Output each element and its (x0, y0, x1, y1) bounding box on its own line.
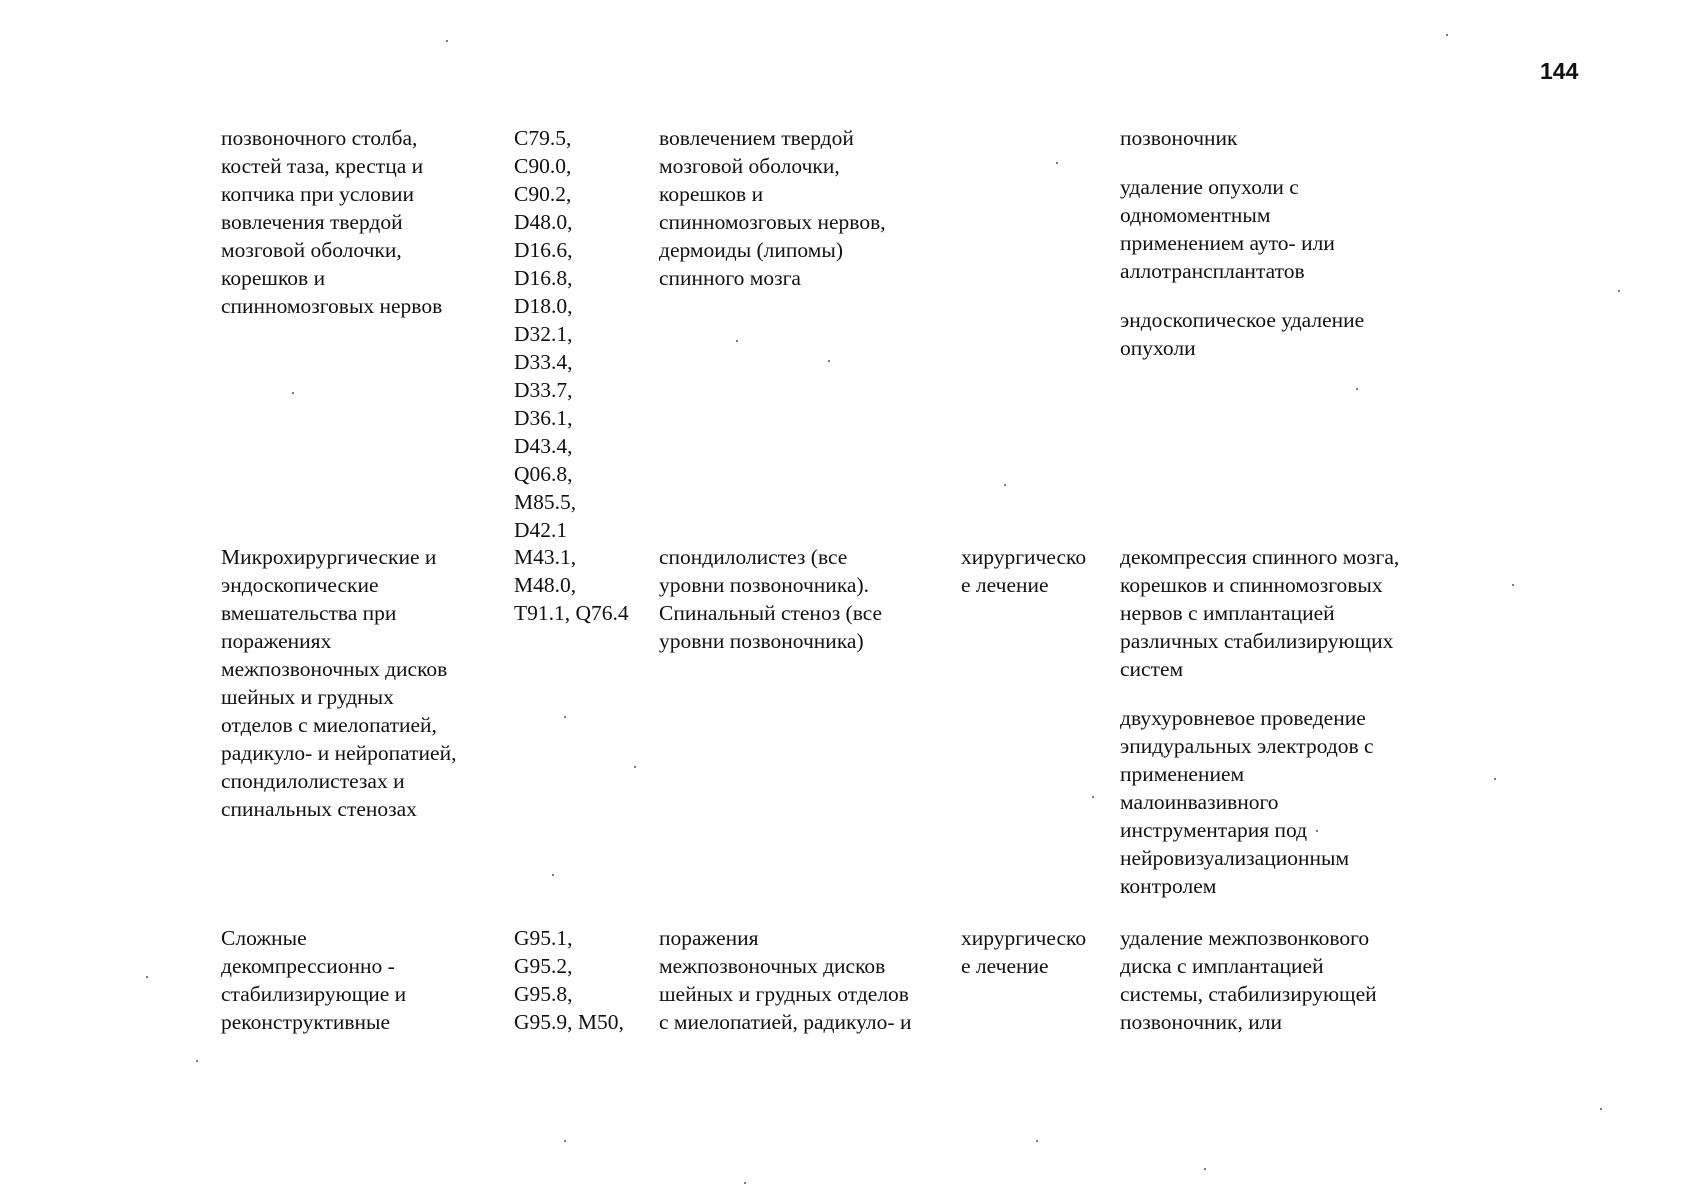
treatment-type-cell (961, 543, 1121, 599)
scan-speck (1600, 1108, 1602, 1110)
method-entry (1120, 704, 1460, 900)
cell-line: уровни позвоночника). (659, 573, 870, 597)
cell-line: D48.0, (514, 210, 573, 234)
method-entry (1120, 306, 1460, 362)
treatment-method-cell (1120, 543, 1460, 900)
scan-speck (1092, 796, 1094, 798)
cell-line: хирургическо (961, 545, 1087, 569)
cell-line: декомпрессия спинного мозга, (1120, 545, 1400, 569)
cell-line: D33.4, (514, 350, 573, 374)
cell-line: позвоночник (1120, 126, 1238, 150)
scan-speck (828, 360, 830, 362)
scan-speck (292, 392, 294, 394)
method-entry (1120, 173, 1460, 285)
cell-line: межпозвоночных дисков (221, 657, 448, 681)
cell-line: инструментария под (1120, 818, 1308, 842)
cell-line: применением (1120, 762, 1245, 786)
icd-codes-cell (514, 924, 654, 1036)
cell-line: M85.5, (514, 490, 577, 514)
cell-line: G95.8, (514, 982, 573, 1006)
cell-line: отделов с миелопатией, (221, 713, 437, 737)
cell-line: корешков и (221, 266, 326, 290)
cell-line: D43.4, (514, 434, 573, 458)
cell-line: Спинальный стеноз (все (659, 601, 883, 625)
scan-speck (1618, 290, 1620, 292)
scan-speck (564, 716, 566, 718)
cell-line: спинальных стенозах (221, 797, 417, 821)
treatment-type-cell (961, 924, 1121, 980)
cell-line: M43.1, (514, 545, 577, 569)
cell-line: реконструктивные (221, 1010, 391, 1034)
cell-line: удаление опухоли с (1120, 175, 1299, 199)
cell-line: вовлечения твердой (221, 210, 403, 234)
scan-speck (744, 1182, 746, 1184)
cell-line: D16.6, (514, 238, 573, 262)
scan-speck (1004, 484, 1006, 486)
cell-line: D42.1 (514, 518, 568, 542)
cell-line: Q06.8, (514, 462, 573, 486)
scan-speck (1056, 162, 1058, 164)
treatment-method-cell (1120, 924, 1460, 1036)
treatment-method-cell (1120, 124, 1460, 362)
condition-name-cell (221, 543, 506, 823)
scan-speck (146, 976, 148, 978)
cell-line: вмешательства при (221, 601, 397, 625)
cell-line: диска с имплантацией (1120, 954, 1324, 978)
cell-line: Микрохирургические и (221, 545, 437, 569)
cell-line: различных стабилизирующих (1120, 629, 1394, 653)
scan-speck (634, 766, 636, 768)
cell-line: поражения (659, 926, 759, 950)
cell-line: C90.0, (514, 154, 572, 178)
scan-speck (736, 340, 738, 342)
scan-speck (1204, 1168, 1206, 1170)
cell-line: D18.0, (514, 294, 573, 318)
cell-line: стабилизирующие и (221, 982, 407, 1006)
cell-line: мозговой оболочки, (221, 238, 402, 262)
scan-speck (1316, 830, 1318, 832)
cell-line: мозговой оболочки, (659, 154, 840, 178)
scan-speck (1356, 388, 1358, 390)
method-entry (1120, 124, 1460, 152)
method-entry (1120, 924, 1460, 1036)
cell-line: опухоли (1120, 336, 1196, 360)
scan-speck (564, 1140, 566, 1142)
cell-line: D32.1, (514, 322, 573, 346)
condition-name-cell (221, 124, 506, 320)
cell-line: корешков и спинномозговых (1120, 573, 1383, 597)
cell-line: двухуровневое проведение (1120, 706, 1366, 730)
cell-line: контролем (1120, 874, 1217, 898)
cell-line: G95.1, (514, 926, 573, 950)
cell-line: позвоночного столба, (221, 126, 418, 150)
cell-line: уровни позвоночника) (659, 629, 864, 653)
scan-speck (1494, 778, 1496, 780)
scan-speck (196, 1060, 198, 1062)
cell-line: систем (1120, 657, 1184, 681)
cell-line: спинномозговых нервов (221, 294, 443, 318)
cell-line: радикуло- и нейропатией, (221, 741, 457, 765)
cell-line: D33.7, (514, 378, 573, 402)
scan-speck (1036, 1140, 1038, 1142)
cell-line: C90.2, (514, 182, 572, 206)
cell-line: аллотрансплантатов (1120, 259, 1305, 283)
icd-codes-cell (514, 124, 654, 544)
cell-line: е лечение (961, 573, 1049, 597)
cell-line: позвоночник, или (1120, 1010, 1282, 1034)
cell-line: шейных и грудных отделов (659, 982, 909, 1006)
cell-line: эндоскопическое удаление (1120, 308, 1365, 332)
cell-line: удаление межпозвонкового (1120, 926, 1370, 950)
cell-line: вовлечением твердой (659, 126, 854, 150)
icd-codes-cell (514, 543, 654, 627)
cell-line: с миелопатией, радикуло- и (659, 1010, 912, 1034)
cell-line: спондилолистезах и (221, 769, 405, 793)
cell-line: малоинвазивного (1120, 790, 1279, 814)
cell-line: применением ауто- или (1120, 231, 1335, 255)
medical-care-table (0, 124, 1698, 1036)
page-number: 144 (1540, 58, 1579, 84)
table-row (0, 124, 1698, 542)
cell-line: M48.0, (514, 573, 577, 597)
cell-line: спинного мозга (659, 266, 801, 290)
cell-line: межпозвоночных дисков (659, 954, 886, 978)
cell-line: C79.5, (514, 126, 572, 150)
cell-line: системы, стабилизирующей (1120, 982, 1377, 1006)
cell-line: хирургическо (961, 926, 1087, 950)
scan-speck (552, 874, 554, 876)
cell-line: нервов с имплантацией (1120, 601, 1335, 625)
method-entry (1120, 543, 1460, 683)
cell-line: Сложные (221, 926, 307, 950)
table-row (0, 924, 1698, 1036)
cell-line: корешков и (659, 182, 764, 206)
scan-speck (1512, 584, 1514, 586)
cell-line: шейных и грудных (221, 685, 394, 709)
cell-line: эндоскопические (221, 573, 379, 597)
cell-line: эпидуральных электродов с (1120, 734, 1374, 758)
cell-line: D16.8, (514, 266, 573, 290)
cell-line: дермоиды (липомы) (659, 238, 843, 262)
cell-line: G95.2, (514, 954, 573, 978)
patient-model-cell (659, 124, 959, 292)
table-row (0, 543, 1698, 920)
scan-speck (446, 40, 448, 42)
cell-line: костей таза, крестца и (221, 154, 424, 178)
cell-line: одномоментным (1120, 203, 1271, 227)
cell-line: е лечение (961, 954, 1049, 978)
condition-name-cell (221, 924, 506, 1036)
cell-line: G95.9, M50, (514, 1010, 624, 1034)
cell-line: T91.1, Q76.4 (514, 601, 629, 625)
patient-model-cell (659, 924, 959, 1036)
patient-model-cell (659, 543, 959, 655)
cell-line: спондилолистез (все (659, 545, 848, 569)
scan-speck (1446, 34, 1448, 36)
cell-line: декомпрессионно - (221, 954, 395, 978)
cell-line: D36.1, (514, 406, 573, 430)
cell-line: копчика при условии (221, 182, 415, 206)
cell-line: поражениях (221, 629, 332, 653)
cell-line: спинномозговых нервов, (659, 210, 886, 234)
cell-line: нейровизуализационным (1120, 846, 1350, 870)
